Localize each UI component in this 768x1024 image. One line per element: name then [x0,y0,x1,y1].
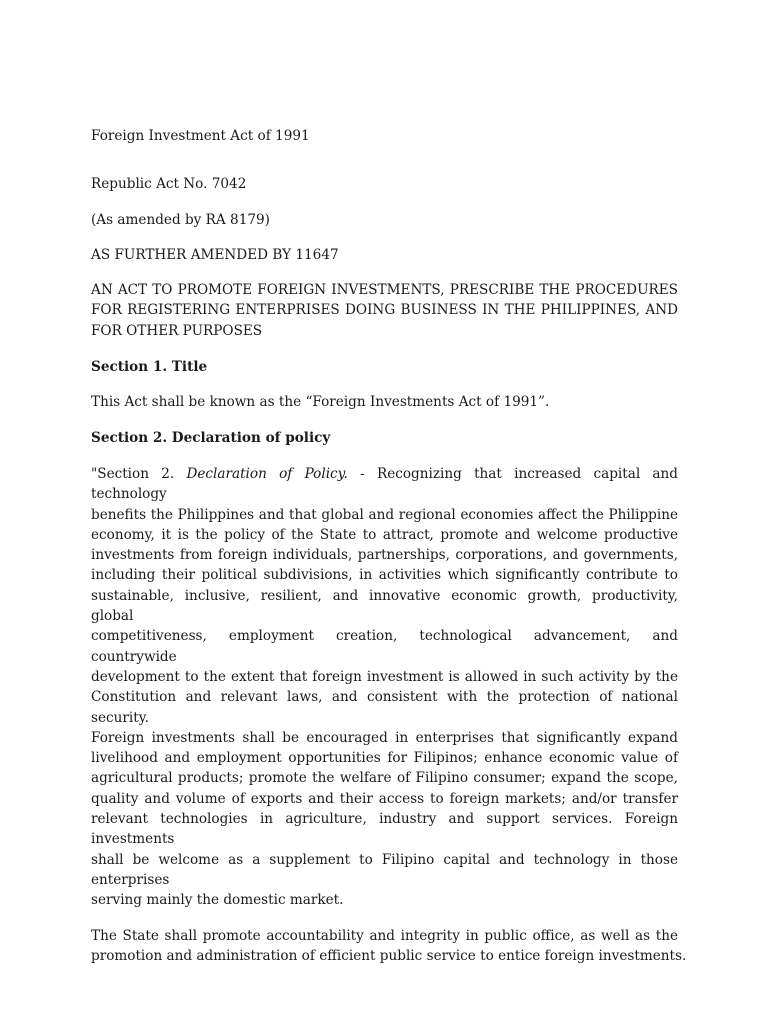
section-2-line: shall be welcome as a supplement to Filipino capital and technology in those enterprises [91,851,678,888]
section-2-line: investments from foreign individuals, partnerships, corporations, and governments, [91,547,678,564]
act-long-title [91,280,678,341]
section-2-line: quality and volume of exports and their access to foreign markets; and/or transfer [91,790,678,807]
act-title-line: AN ACT TO PROMOTE FOREIGN INVESTMENTS, PRESCRIBE THE PROCEDURES [91,282,678,299]
section-2-line: serving mainly the domestic market. [91,892,344,909]
section-2-line: competitiveness, employment creation, technological advancement, and countrywide [91,628,678,665]
section-2-line: development to the extent that foreign investment is allowed in such activity by the [91,668,678,685]
section-2-lead: "Section 2. [91,465,187,482]
section-1-text: This Act shall be known as the “Foreign Investments Act of 1991”. [91,394,550,411]
section-2-line: livelihood and employment opportunities for Filipinos; enhance economic value of [91,750,678,767]
accountability-line: promotion and administration of efficient public service to entice foreign investments. [91,947,687,964]
section-2-line: sustainable, inclusive, resilient, and innovative economic growth, productivity, global [91,587,678,625]
section-2-line: including their political subdivisions, in activities which significantly contribute to [91,567,678,584]
document-title: Foreign Investment Act of 1991 [91,128,310,144]
section-2-line: relevant technologies in agriculture, industry and support services. Foreign investments [91,811,678,848]
section-1-heading: Section 1. Title [91,359,208,376]
section-2-paragraph [91,464,678,911]
further-amendment-note: AS FURTHER AMENDED BY 11647 [91,246,339,263]
section-2-heading: Section 2. Declaration of policy [91,429,331,446]
accountability-line: The State shall promote accountability and integrity in public office, as well as the [91,927,678,944]
act-title-line: FOR REGISTERING ENTERPRISES DOING BUSINESS IN THE PHILIPPINES, AND [91,302,678,319]
amendment-note: (As amended by RA 8179) [91,211,270,228]
document-page [91,126,687,966]
section-2-line: Foreign investments shall be encouraged in enterprises that significantly expand [91,729,678,746]
act-title-line: FOR OTHER PURPOSES [91,322,263,339]
section-2-first-line [91,464,678,505]
section-2-line: agricultural products; promote the welfare of Filipino consumer; expand the scope, [91,770,678,787]
accountability-paragraph [91,926,687,967]
section-2-line: Constitution and relevant laws, and consistent with the protection of national security. [91,689,678,726]
republic-act-number: Republic Act No. 7042 [91,176,247,193]
section-2-first-rest: - Recognizing that increased capital and technology [91,465,678,503]
section-2-line: benefits the Philippines and that global and regional economies affect the Philippine [91,506,678,523]
declaration-of-policy-italic: Declaration of Policy. [186,465,348,482]
section-2-line: economy, it is the policy of the State to attract, promote and welcome productive [91,526,678,543]
